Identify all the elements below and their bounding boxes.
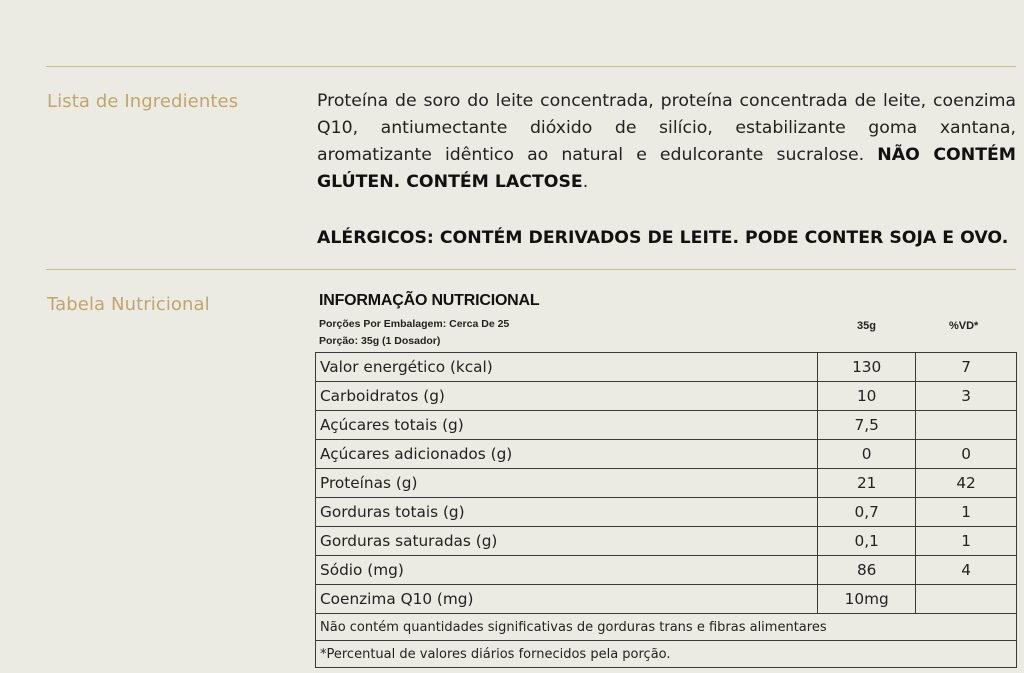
ingredients-period: . <box>582 172 589 192</box>
ingredients-text <box>317 88 1016 196</box>
ingredients-section-label: Lista de Ingredientes <box>47 91 239 112</box>
table-row <box>316 411 1017 440</box>
nutrient-amount: 0 <box>818 440 916 469</box>
nutrient-vd <box>916 585 1017 614</box>
nutrient-amount: 10 <box>818 382 916 411</box>
nutrient-amount: 0,7 <box>818 498 916 527</box>
table-row <box>316 527 1017 556</box>
table-note-row <box>316 641 1017 668</box>
gluten-lactose-warning: NÃO CONTÉM GLÚTEN. CONTÉM LACTOSE <box>317 145 1016 192</box>
nutrient-amount: 86 <box>818 556 916 585</box>
nutrient-vd: 42 <box>916 469 1017 498</box>
nutrient-amount: 10mg <box>818 585 916 614</box>
portion-size: Porção: 35g (1 Dosador) <box>319 335 441 347</box>
divider-top <box>46 66 1016 67</box>
column-header-vd: %VD* <box>949 320 979 332</box>
table-row <box>316 353 1017 382</box>
nutrient-name: Proteínas (g) <box>316 469 818 498</box>
nutrition-table <box>315 352 1017 668</box>
nutrient-name: Gorduras saturadas (g) <box>316 527 818 556</box>
nutrition-header <box>319 292 1017 347</box>
ingredients-list: Proteína de soro do leite concentrada, proteína concentrada de leite, coenzima Q10, antiumectante dióxido de silício, estabilizante goma xantana, aromatizante idêntico ao natural e edulcorante sucralose. <box>317 91 1016 165</box>
allergens-warning: ALÉRGICOS: CONTÉM DERIVADOS DE LEITE. PODE CONTER SOJA E OVO. <box>317 228 1009 248</box>
nutrient-name: Gorduras totais (g) <box>316 498 818 527</box>
nutrient-amount: 7,5 <box>818 411 916 440</box>
nutrient-vd: 1 <box>916 527 1017 556</box>
daily-value-note: *Percentual de valores diários fornecidos pela porção. <box>316 641 1017 668</box>
nutrient-vd <box>916 411 1017 440</box>
nutrient-vd: 1 <box>916 498 1017 527</box>
nutrient-amount: 21 <box>818 469 916 498</box>
nutrient-vd: 3 <box>916 382 1017 411</box>
nutrient-name: Açúcares adicionados (g) <box>316 440 818 469</box>
table-row <box>316 440 1017 469</box>
table-note-row <box>316 614 1017 641</box>
servings-per-package: Porções Por Embalagem: Cerca De 25 <box>319 318 510 330</box>
nutrition-title: INFORMAÇÃO NUTRICIONAL <box>319 292 540 309</box>
nutrition-section-label: Tabela Nutricional <box>47 294 210 315</box>
divider-middle <box>46 269 1016 270</box>
nutrient-amount: 130 <box>818 353 916 382</box>
table-row <box>316 469 1017 498</box>
nutrient-vd: 4 <box>916 556 1017 585</box>
column-header-35g: 35g <box>857 320 876 332</box>
nutrient-name: Sódio (mg) <box>316 556 818 585</box>
table-row <box>316 585 1017 614</box>
trans-fat-note: Não contém quantidades significativas de gorduras trans e fibras alimentares <box>316 614 1017 641</box>
nutrient-name: Coenzima Q10 (mg) <box>316 585 818 614</box>
table-row <box>316 556 1017 585</box>
nutrient-name: Carboidratos (g) <box>316 382 818 411</box>
nutrient-vd: 7 <box>916 353 1017 382</box>
nutrient-amount: 0,1 <box>818 527 916 556</box>
nutrient-vd: 0 <box>916 440 1017 469</box>
table-row <box>316 382 1017 411</box>
nutrient-name: Valor energético (kcal) <box>316 353 818 382</box>
table-row <box>316 498 1017 527</box>
nutrient-name: Açúcares totais (g) <box>316 411 818 440</box>
